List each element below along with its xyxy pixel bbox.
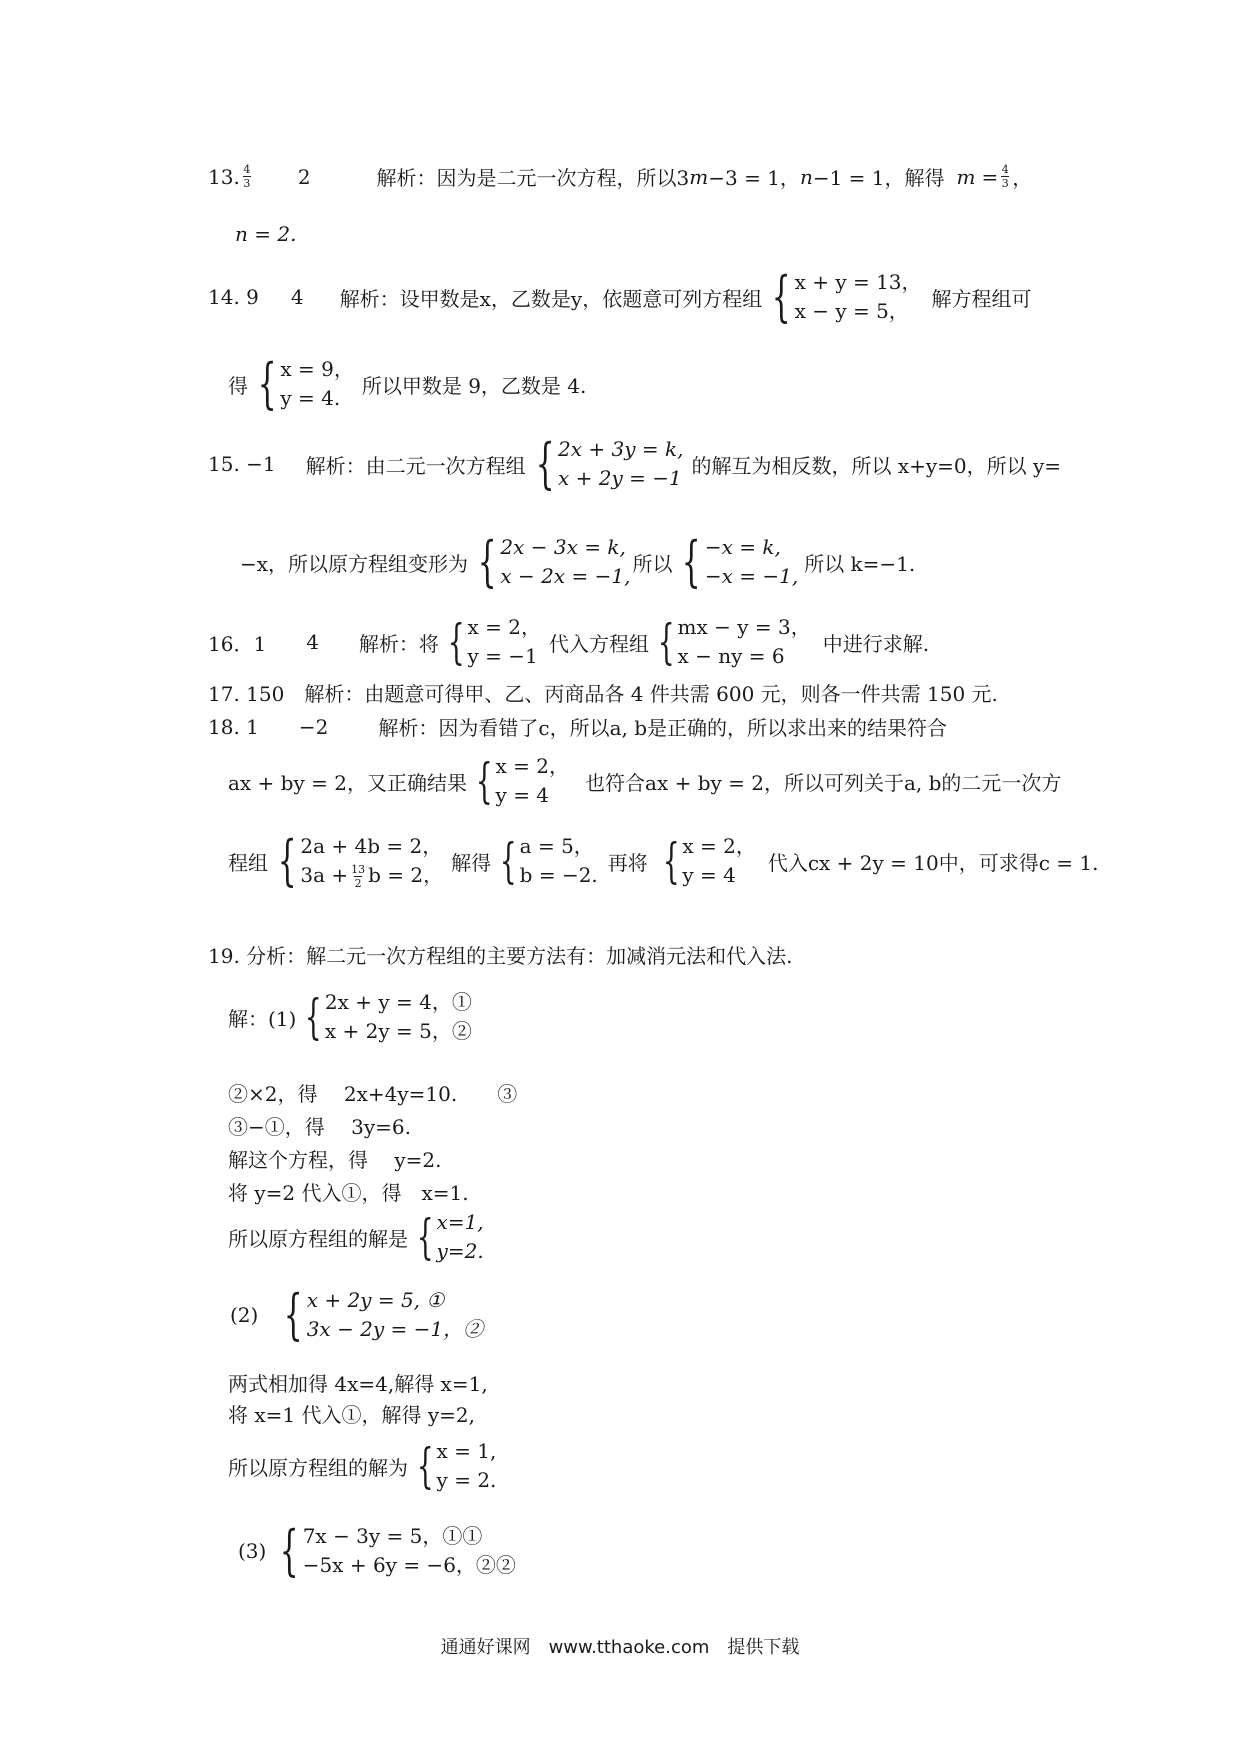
problem-17-text: 17. 150 解析：由题意可得甲、乙、丙商品各 4 件共需 600 元，则各一件共需 150 元. [208,682,998,706]
problem-19-part-1-result [228,1208,486,1266]
problem-16-system-1: { x = 2， y = −1 [447,614,541,670]
problem-19-part-1-label: 解：(1) [228,1006,297,1031]
problem-19-part-1-step-3 [228,1144,442,1173]
problem-15-system-1: { 2x + 3y = k, x + 2y = −1 [535,432,684,495]
problem-19-intro-text: 19. 分析：解二元一次方程组的主要方法有：加减消元法和代入法. [208,944,793,968]
problem-18-line-3 [228,829,1099,892]
problem-19-part-2-step-2 [228,1399,475,1428]
problem-14-conclusion: 所以甲数是 9，乙数是 4. [361,373,587,398]
problem-18-system-2: { 2a + 4b = 2， 3a + $\frac{13}{2}$ b = 2， [277,829,444,892]
problem-19-part-2-result-text: 所以原方程组的解为 [228,1455,408,1480]
problem-14-line-1 [208,265,1032,328]
problem-15-suoyi: 所以 [632,551,673,576]
problem-13-line-1 [208,162,1032,191]
problem-16-number: 16．1 [208,631,267,656]
problem-13-fraction: $\frac{4}{3}$ [1001,163,1009,190]
problem-16-line [208,613,929,671]
problem-13-line-2 [235,222,296,246]
problem-14-line-2 [228,352,587,415]
problem-15-system-2: { 2x − 3x = k, x − 2x = −1, [477,530,631,593]
problem-19-part-2-solution: { x = 1, y = 2. [416,1438,497,1494]
problem-15-conclusion: 所以 k=−1. [804,551,916,576]
step-text: ②×2，得 2x+4y=10. ③ [228,1082,518,1106]
problem-18-system-4: { x = 2， y = 4 [662,833,756,889]
problem-19-part-1-solution: { x=1, y=2. [416,1209,484,1265]
problem-19-part-1-system-line [228,988,474,1046]
problem-19-part-1-result-text: 所以原方程组的解是 [228,1226,408,1251]
problem-19-part-1-step-2 [228,1111,411,1140]
problem-14-answer-2: 4 [290,285,304,309]
step-text: ③−①，得 3y=6. [228,1115,411,1139]
problem-18-line-1 [208,712,947,741]
problem-16-system-2: { mx − y = 3， x − ny = 6 [657,614,811,670]
problem-13-equals: = [981,164,999,189]
problem-14-system-1: { x + y = 13， x − y = 5， [771,265,922,328]
problem-13-var-m2: m [956,164,976,189]
problem-18-chengzu: 程组 [228,850,268,875]
problem-15-analysis-c: −x，所以原方程组变形为 [240,551,469,576]
problem-13-analysis-c: −1 = 1，解得 [812,166,945,190]
problem-13-var-n: n [799,164,813,189]
problem-18-system-1: { x = 2， y = 4 [475,753,570,809]
problem-19-part-1-step-1 [228,1078,517,1107]
problem-16-answer-2: 4 [306,630,319,654]
problem-18-system-3: { a = 5， b = −2. [499,833,598,889]
problem-18-analysis-c: 也符合ax + by = 2，所以可列关于a, b的二元一次方 [585,770,1062,795]
problem-18-analysis-a: 解析：因为看错了c，所以a, b是正确的，所以求出来的结果符合 [378,716,948,740]
problem-18-number: 18. 1 [208,714,259,739]
problem-13-var-m: m [689,164,709,189]
problem-16-analysis-a: 解析：将 [358,631,439,656]
problem-19-part-3-system-line [238,1519,518,1582]
problem-19-part-2-system: { x + 2y = 5, ① 3x − 2y = −1，② [284,1283,484,1346]
step-text: 解这个方程，得 y=2. [228,1148,442,1172]
problem-15-number: 15. −1 [208,452,276,476]
problem-18-analysis-b: ax + by = 2，又正确结果 [228,770,467,795]
problem-19-part-3-label: (3) [238,1539,267,1563]
problem-18-answer-2: −2 [298,714,329,739]
problem-18-line-2 [228,752,1061,810]
problem-14-analysis-b: 解方程组可 [931,286,1032,311]
step-text: 两式相加得 4x=4,解得 x=1, [228,1372,488,1396]
problem-15-analysis-a: 解析：由二元一次方程组 [305,453,526,478]
problem-19-part-2-system-line [230,1283,485,1346]
problem-17-line [208,678,998,707]
problem-15-line-2 [240,530,916,593]
problem-19-part-2-step-1 [228,1368,488,1397]
problem-15-line-1 [208,432,1062,495]
problem-19-part-3-system: { 7x − 3y = 5，①① −5x + 6y = −6，②② [280,1519,516,1582]
problem-13-number: 13. [208,164,240,189]
problem-13-analysis-b: −3 = 1， [708,166,800,190]
problem-13-analysis-a: 解析：因为是二元一次方程，所以3 [376,166,690,190]
problem-19-intro [208,940,793,969]
problem-13-answer-1: $\frac{4}{3}$ [243,163,251,190]
problem-18-analysis-g: 代入cx + 2y = 10中，可求得c = 1. [767,850,1099,875]
problem-14-de: 得 [228,373,248,398]
problem-14-system-2: { x = 9， y = 4. [257,352,354,415]
problem-19-part-1-system: { 2x + y = 4，① x + 2y = 5，② [305,989,472,1045]
problem-16-analysis-b: 代入方程组 [548,631,649,656]
problem-13-answer-2: 2 [297,164,311,189]
problem-18-zaijiang: 再将 [607,850,648,875]
problem-13-comma: ， [1012,166,1033,190]
problem-15-system-3: { −x = k, −x = −1, [682,530,799,593]
problem-14-analysis-a: 解析：设甲数是x，乙数是y，依题意可列方程组 [339,286,763,311]
step-text: 将 y=2 代入①，得 x=1. [228,1181,469,1205]
problem-13-n-value: n = 2. [235,222,297,246]
step-text: 将 x=1 代入①，解得 y=2, [228,1403,475,1427]
problem-16-analysis-c: 中进行求解. [822,631,930,656]
page-footer: 通通好课网 www.tthaoke.com 提供下载 [440,1637,800,1658]
problem-14-number: 14. 9 [208,285,259,309]
problem-19-part-2-result [228,1437,498,1495]
problem-18-jiede: 解得 [451,850,492,875]
problem-19-part-2-label: (2) [230,1303,259,1327]
problem-19-part-1-step-4 [228,1177,469,1206]
problem-15-analysis-b: 的解互为相反数，所以 x+y=0，所以 y= [691,453,1062,478]
